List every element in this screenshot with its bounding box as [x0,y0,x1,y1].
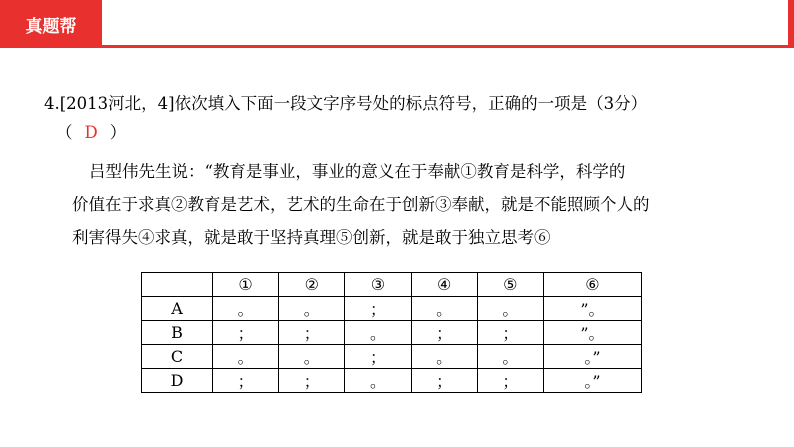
table-cell: 。 [279,297,345,321]
table-header-cell [142,273,213,297]
brand-label: 真题帮 [25,16,77,37]
table-cell: 。 [477,345,543,369]
header-bar [0,0,794,48]
answer-close-paren: ） [109,123,127,142]
table-cell: ； [279,321,345,345]
table-cell: 。 [345,369,411,393]
option-label: D [142,369,213,393]
table-cell: 。” [543,345,641,369]
table-cell: 。 [345,321,411,345]
header-edge-accent [788,0,794,48]
table-row [142,369,642,393]
option-label: B [142,321,213,345]
table-cell: ； [477,321,543,345]
answer-letter: D [84,123,98,142]
table-cell: ； [345,345,411,369]
table-row [142,345,642,369]
table-cell: ”。 [543,297,641,321]
passage-line: 吕型伟先生说：“教育是事业，事业的意义在于奉献①教育是科学，科学的 [89,162,626,181]
table-cell: 。 [213,345,279,369]
answer-open-paren: （ [56,123,73,142]
passage-line: 价值在于求真②教育是艺术，艺术的生命在于创新③奉献，就是不能照顾个人的 [72,195,650,214]
passage-line: 利害得失④求真，就是敢于坚持真理⑤创新，就是敢于独立思考⑥ [72,228,551,247]
passage [72,155,752,254]
table-cell: 。 [477,297,543,321]
table-cell: ； [477,369,543,393]
table-cell: 。 [411,297,477,321]
table-cell: ； [411,321,477,345]
table-cell: ； [411,369,477,393]
option-label: C [142,345,213,369]
table-cell: ； [213,321,279,345]
table-cell: 。” [543,369,641,393]
table-header-cell: ④ [411,273,477,297]
table-row [142,297,642,321]
table-header-cell: ③ [345,273,411,297]
option-label: A [142,297,213,321]
table-cell: ”。 [543,321,641,345]
table-cell: ； [213,369,279,393]
table-cell: 。 [279,345,345,369]
answer-line [56,120,126,146]
table-header-cell: ① [213,273,279,297]
options-table [141,272,642,393]
table-cell: 。 [213,297,279,321]
table-header-row [142,273,642,297]
table-header-cell: ② [279,273,345,297]
brand-logo [0,0,102,48]
table-header-cell: ⑤ [477,273,543,297]
table-cell: ； [345,297,411,321]
table-row [142,321,642,345]
question-text: 4.[2013河北，4]依次填入下面一段文字序号处的标点符号，正确的一项是（3分） [44,94,648,113]
table-cell: ； [279,369,345,393]
header-divider [102,45,794,48]
table-cell: 。 [411,345,477,369]
table-header-cell: ⑥ [543,273,641,297]
